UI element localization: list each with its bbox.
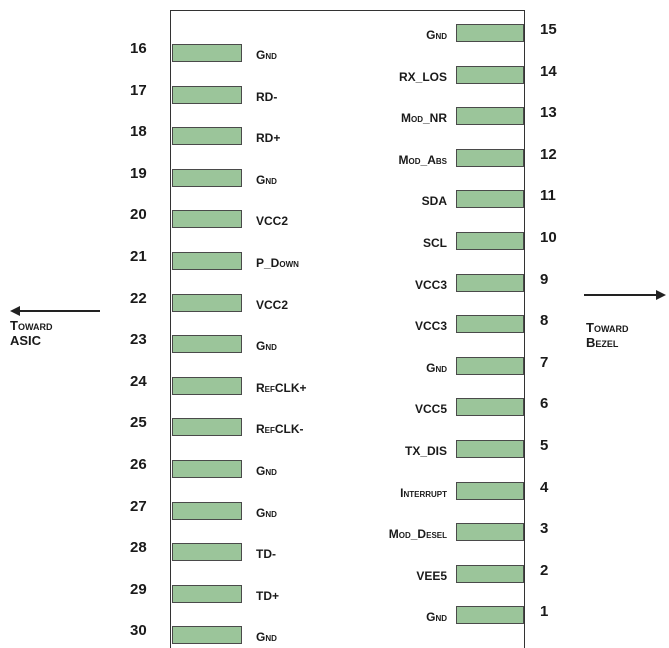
pin-number-30: 30 [130, 622, 147, 640]
pin-number-15: 15 [540, 21, 557, 38]
pin-pad-28 [172, 543, 242, 561]
pin-number-3: 3 [540, 520, 549, 538]
pin-pad-9 [456, 274, 524, 292]
pin-label-3: Mod_Desel [388, 527, 447, 542]
toward-asic-line1: Toward [10, 318, 53, 333]
pin-label-1: Gnd [426, 610, 447, 625]
pin-number-20: 20 [130, 206, 147, 224]
pin-number-24: 24 [130, 372, 147, 390]
pin-label-17: RD- [256, 89, 278, 104]
pin-number-26: 26 [130, 456, 147, 473]
pin-number-5: 5 [540, 437, 549, 454]
pin-label-2: VEE5 [416, 568, 447, 583]
pin-number-8: 8 [540, 312, 549, 330]
pin-pad-27 [172, 502, 242, 520]
pin-label-20: VCC2 [256, 214, 289, 229]
pin-label-4: Interrupt [400, 485, 447, 500]
pin-pad-1 [456, 606, 524, 624]
pin-label-22: VCC2 [256, 297, 289, 312]
pin-pad-24 [172, 377, 242, 395]
pin-number-12: 12 [540, 145, 557, 163]
pin-pad-16 [172, 44, 242, 62]
pin-number-23: 23 [130, 331, 147, 349]
pin-pad-22 [172, 294, 242, 312]
pin-label-14: RX_LOS [398, 69, 447, 84]
pin-pad-14 [456, 66, 524, 84]
pin-label-27: Gnd [256, 505, 277, 520]
pin-pad-21 [172, 252, 242, 270]
pin-label-18: RD+ [256, 131, 281, 146]
pin-number-1: 1 [540, 603, 549, 621]
toward-asic-line2: ASIC [10, 333, 42, 348]
pin-number-28: 28 [130, 539, 147, 557]
pin-label-23: Gnd [256, 339, 277, 354]
pin-label-13: Mod_NR [400, 111, 447, 126]
pin-pad-2 [456, 565, 524, 583]
toward-bezel-line2: Bezel [586, 335, 619, 350]
pin-label-24: RefCLK+ [256, 380, 307, 395]
pin-number-9: 9 [540, 270, 549, 288]
pin-label-19: Gnd [256, 172, 277, 187]
pin-number-7: 7 [540, 353, 549, 371]
pin-label-28: TD- [256, 547, 276, 562]
pin-pad-18 [172, 127, 242, 145]
pin-number-19: 19 [130, 164, 147, 182]
pin-label-15: Gnd [426, 28, 447, 42]
pin-pad-5 [456, 440, 524, 458]
toward-asic-label [10, 318, 52, 348]
pin-number-21: 21 [130, 248, 147, 265]
pin-pad-12 [456, 149, 524, 167]
pin-number-16: 16 [130, 40, 147, 57]
pin-pad-3 [456, 523, 524, 541]
pin-number-27: 27 [130, 497, 147, 515]
pin-label-5: TX_DIS [404, 444, 447, 458]
pin-label-6: VCC5 [414, 402, 447, 417]
pin-label-9: VCC3 [414, 277, 447, 292]
pin-label-30: Gnd [256, 630, 277, 645]
pin-pad-20 [172, 210, 242, 228]
pin-pad-4 [456, 482, 524, 500]
pin-number-2: 2 [540, 561, 549, 579]
pin-label-10: SCL [423, 236, 447, 250]
pin-label-25: RefCLK- [256, 422, 304, 437]
pin-pad-25 [172, 418, 242, 436]
pin-number-13: 13 [540, 104, 557, 122]
pin-number-17: 17 [130, 81, 147, 99]
pin-pad-10 [456, 232, 524, 250]
pin-number-22: 22 [130, 289, 147, 307]
pin-number-6: 6 [540, 395, 549, 413]
pin-label-29: TD+ [256, 588, 280, 603]
pin-label-7: Gnd [426, 360, 447, 375]
pin-pad-6 [456, 398, 524, 416]
toward-bezel-label [586, 320, 628, 350]
pin-label-8: VCC3 [414, 319, 447, 334]
pin-label-12: Mod_Abs [398, 152, 447, 167]
pin-number-10: 10 [540, 229, 557, 246]
pin-number-29: 29 [130, 580, 147, 598]
pin-pad-26 [172, 460, 242, 478]
pin-label-21: P_Down [256, 256, 299, 270]
pin-number-25: 25 [130, 414, 147, 432]
left-arrow-icon [10, 304, 102, 318]
pin-pad-19 [172, 169, 242, 187]
pin-pad-29 [172, 585, 242, 603]
pin-pad-23 [172, 335, 242, 353]
toward-bezel-line1: Toward [586, 320, 629, 335]
pin-number-4: 4 [540, 478, 549, 496]
pin-number-14: 14 [540, 62, 557, 80]
pin-pad-11 [456, 190, 524, 208]
pin-pad-13 [456, 107, 524, 125]
pin-label-16: Gnd [256, 48, 277, 62]
pin-number-11: 11 [540, 187, 556, 205]
pin-label-26: Gnd [256, 464, 277, 478]
pin-pad-15 [456, 24, 524, 42]
pin-pad-17 [172, 86, 242, 104]
pin-pad-7 [456, 357, 524, 375]
pin-pad-8 [456, 315, 524, 333]
pin-pad-30 [172, 626, 242, 644]
pin-number-18: 18 [130, 123, 147, 141]
right-arrow-icon [584, 288, 666, 302]
pin-label-11: SDA [421, 194, 447, 209]
